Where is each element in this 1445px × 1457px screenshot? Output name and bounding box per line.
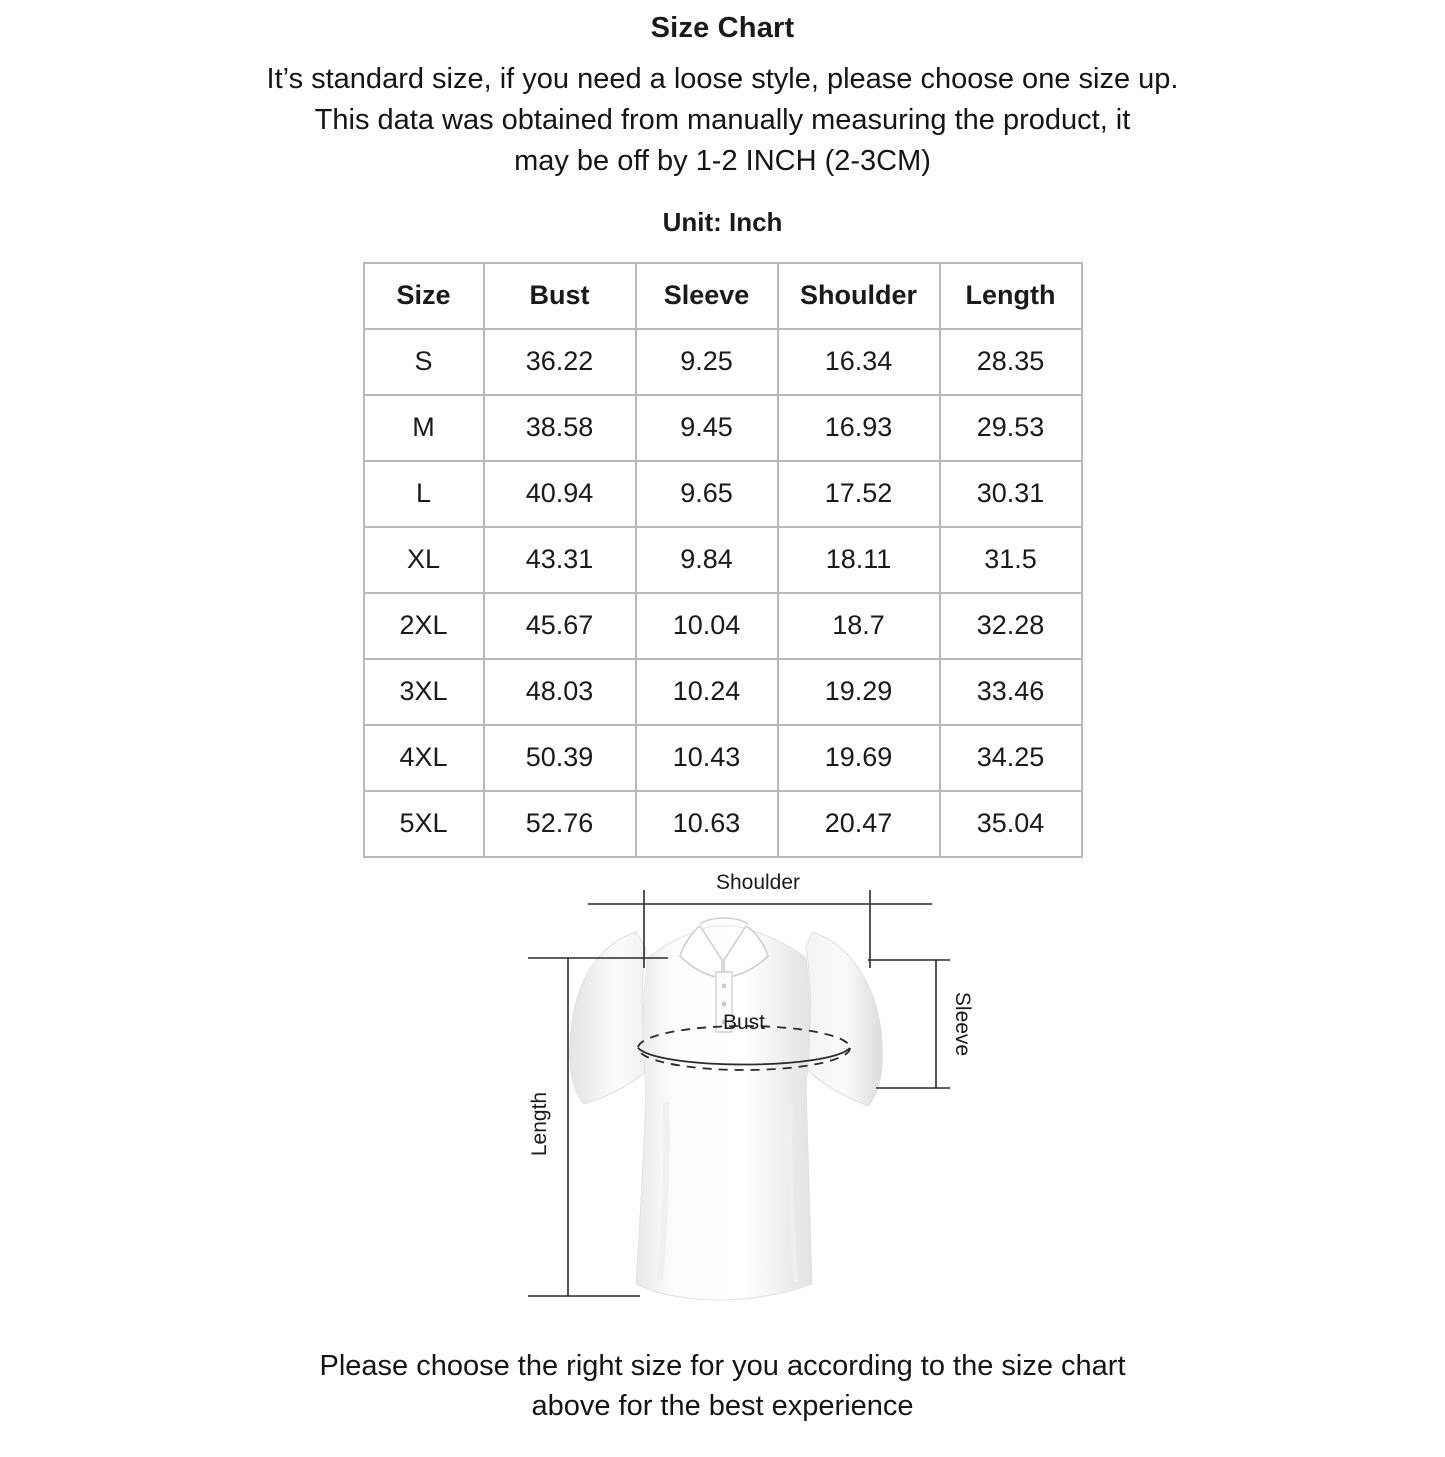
cell-size: L	[364, 461, 484, 527]
cell-bust: 36.22	[484, 329, 636, 395]
cell-shoulder: 19.29	[778, 659, 940, 725]
column-header-shoulder: Shoulder	[778, 263, 940, 329]
cell-length: 33.46	[940, 659, 1082, 725]
length-label: Length	[528, 1091, 551, 1156]
table-row	[364, 329, 1082, 395]
cell-size: 2XL	[364, 593, 484, 659]
cell-length: 28.35	[940, 329, 1082, 395]
intro-text	[0, 59, 1445, 183]
table-header-row	[364, 263, 1082, 329]
shoulder-label: Shoulder	[715, 871, 801, 894]
column-header-sleeve: Sleeve	[636, 263, 778, 329]
cell-sleeve: 10.63	[636, 791, 778, 857]
cell-length: 30.31	[940, 461, 1082, 527]
table-row	[364, 725, 1082, 791]
cell-shoulder: 16.34	[778, 329, 940, 395]
cell-sleeve: 9.45	[636, 395, 778, 461]
cell-size: 3XL	[364, 659, 484, 725]
table-row	[364, 659, 1082, 725]
intro-line-1: It’s standard size, if you need a loose style, please choose one size up.	[266, 63, 1179, 95]
cell-sleeve: 10.43	[636, 725, 778, 791]
cell-length: 31.5	[940, 527, 1082, 593]
cell-length: 34.25	[940, 725, 1082, 791]
cell-bust: 45.67	[484, 593, 636, 659]
size-table	[363, 262, 1083, 858]
cell-bust: 52.76	[484, 791, 636, 857]
footer-line-2: above for the best experience	[531, 1390, 914, 1423]
footer-text	[0, 1346, 1445, 1427]
footer-line-1: Please choose the right size for you according to the size chart	[319, 1349, 1126, 1382]
page-title: Size Chart	[650, 12, 795, 44]
cell-size: M	[364, 395, 484, 461]
cell-sleeve: 10.24	[636, 659, 778, 725]
table-row	[364, 395, 1082, 461]
cell-size: 5XL	[364, 791, 484, 857]
size-table-wrapper	[0, 262, 1445, 858]
sleeve-label: Sleeve	[951, 991, 974, 1056]
intro-line-3: may be off by 1-2 INCH (2-3CM)	[514, 145, 931, 178]
cell-shoulder: 18.7	[778, 593, 940, 659]
polo-shirt-illustration	[570, 918, 883, 1300]
cell-bust: 43.31	[484, 527, 636, 593]
cell-shoulder: 16.93	[778, 395, 940, 461]
measurement-diagram	[0, 872, 1445, 1342]
cell-shoulder: 17.52	[778, 461, 940, 527]
cell-shoulder: 18.11	[778, 527, 940, 593]
cell-bust: 50.39	[484, 725, 636, 791]
table-row	[364, 527, 1082, 593]
cell-bust: 38.58	[484, 395, 636, 461]
size-chart-page	[0, 12, 1445, 1457]
cell-sleeve: 10.04	[636, 593, 778, 659]
table-row	[364, 593, 1082, 659]
column-header-bust: Bust	[484, 263, 636, 329]
cell-size: XL	[364, 527, 484, 593]
cell-bust: 48.03	[484, 659, 636, 725]
column-header-length: Length	[940, 263, 1082, 329]
cell-size: S	[364, 329, 484, 395]
bust-label: Bust	[722, 1010, 766, 1034]
cell-length: 35.04	[940, 791, 1082, 857]
cell-shoulder: 20.47	[778, 791, 940, 857]
cell-shoulder: 19.69	[778, 725, 940, 791]
cell-sleeve: 9.84	[636, 527, 778, 593]
column-header-size: Size	[364, 263, 484, 329]
intro-line-2: This data was obtained from manually measuring the product, it	[314, 104, 1131, 137]
cell-length: 32.28	[940, 593, 1082, 659]
cell-bust: 40.94	[484, 461, 636, 527]
unit-label: Unit: Inch	[662, 206, 783, 237]
cell-sleeve: 9.25	[636, 329, 778, 395]
cell-size: 4XL	[364, 725, 484, 791]
cell-length: 29.53	[940, 395, 1082, 461]
table-row	[364, 461, 1082, 527]
table-row	[364, 791, 1082, 857]
cell-sleeve: 9.65	[636, 461, 778, 527]
